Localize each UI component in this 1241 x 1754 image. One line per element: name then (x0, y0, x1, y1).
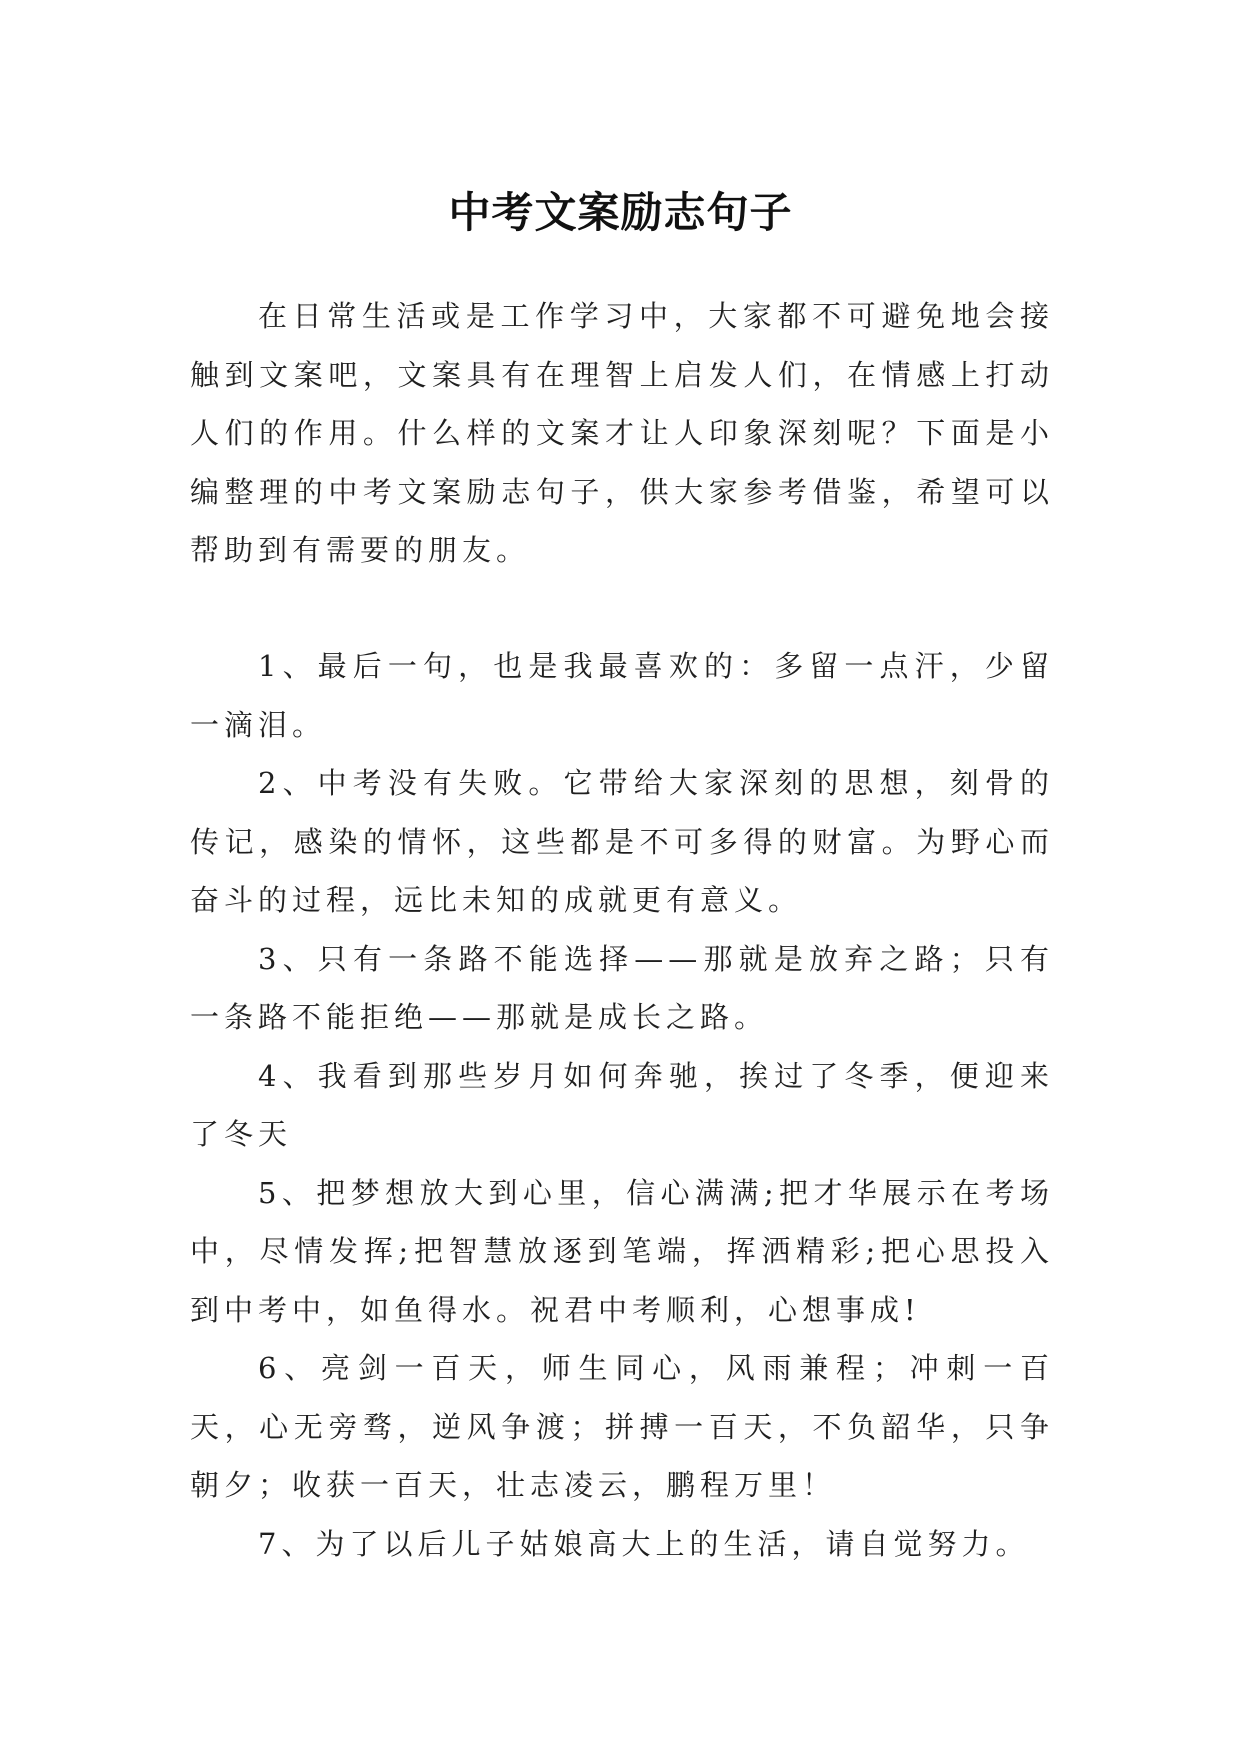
list-item: 6、亮剑一百天，师生同心，风雨兼程；冲刺一百天，心无旁骛，逆风争渡；拼搏一百天，不负韶华，只争朝夕；收获一百天，壮志凌云，鹏程万里！ (190, 1351, 1054, 1502)
intro-paragraph: 在日常生活或是工作学习中，大家都不可避免地会接触到文案吧，文案具有在理智上启发人们，在情感上打动人们的作用。什么样的文案才让人印象深刻呢？下面是小编整理的中考文案励志句子，供大家参考借鉴，希望可以帮助到有需要的朋友。 (190, 299, 1054, 567)
document-title: 中考文案励志句子 (448, 188, 793, 238)
list-item: 2、中考没有失败。它带给大家深刻的思想，刻骨的传记，感染的情怀，这些都是不可多得的财富。为野心而奋斗的过程，远比未知的成就更有意义。 (190, 766, 1054, 917)
list-item: 3、只有一条路不能选择——那就是放弃之路；只有一条路不能拒绝——那就是成长之路。 (190, 941, 1054, 1034)
list-item: 1、最后一句，也是我最喜欢的：多留一点汗，少留一滴泪。 (190, 649, 1054, 742)
list-item: 7、为了以后儿子姑娘高大上的生活，请自觉努力。 (258, 1526, 1030, 1561)
sentence-list (190, 637, 1054, 1573)
list-item: 5、把梦想放大到心里，信心满满;把才华展示在考场中，尽情发挥;把智慧放逐到笔端，挥洒精彩;把心思投入到中考中，如鱼得水。祝君中考顺利，心想事成! (190, 1175, 1054, 1327)
list-item: 4、我看到那些岁月如何奔驰，挨过了冬季，便迎来了冬天 (190, 1058, 1054, 1151)
